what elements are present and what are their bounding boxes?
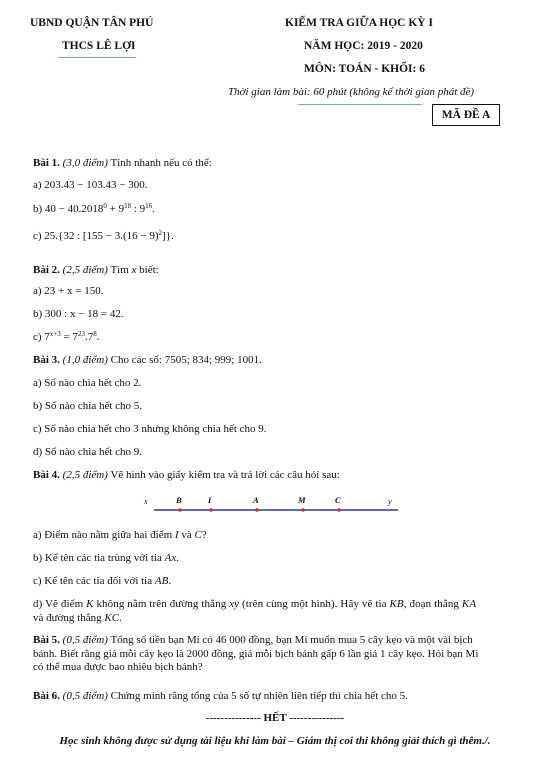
label-y: y bbox=[388, 496, 392, 506]
label-x: x bbox=[144, 496, 148, 506]
bai6-label: Bài 6 bbox=[33, 690, 58, 702]
bai3-c: c) Số nào chia hết cho 3 nhưng không chia hết cho 9. bbox=[33, 423, 267, 435]
bai4-c: c) Kể tên các tia đối với tia AB. bbox=[33, 575, 172, 587]
bai4-a: a) Điểm nào nằm giữa hai điểm I và C? bbox=[33, 529, 207, 541]
bai4-points: (2,5 điểm) bbox=[62, 469, 108, 481]
point-B-dot bbox=[178, 508, 182, 512]
bai2-a: a) 23 + x = 150. bbox=[33, 285, 104, 297]
bai2-label: Bài 2 bbox=[33, 264, 58, 276]
label-A: A bbox=[253, 495, 259, 505]
bai3-a: a) Số nào chia hết cho 2. bbox=[33, 377, 142, 389]
bai2-heading: Bài 2. (2,5 điểm) Tìm x biết: bbox=[33, 264, 159, 276]
bai2-b: b) 300 : x − 18 = 42. bbox=[33, 308, 124, 320]
school-underline bbox=[58, 57, 136, 58]
point-M-dot bbox=[301, 508, 305, 512]
exam-code: MÃ ĐỀ A bbox=[441, 109, 491, 121]
time-underline bbox=[298, 104, 422, 105]
point-I-dot bbox=[209, 508, 213, 512]
bai3-heading: Bài 3. (1,0 điểm) Cho các số: 7505; 834; 999; 1001. bbox=[33, 354, 262, 366]
point-A-dot bbox=[255, 508, 259, 512]
bai5-points: (0,5 điểm) bbox=[62, 634, 108, 646]
label-I: I bbox=[208, 495, 212, 505]
bai5: Bài 5. (0,5 điểm) Tổng số tiền bạn Mi có 46 000 đồng, bạn Mi muốn mua 5 cây kẹo và một vài bịch bánh. Biết rằng giá mỗi cây kẹo là 2000 đồng, giá mỗi bịch bánh gấp 6 lần giá 1 cây kẹo. Hỏi bạn Mi có thể mua được bao nhiêu bịch bánh? bbox=[33, 634, 479, 673]
label-M: M bbox=[298, 495, 306, 505]
bai4-label: Bài 4 bbox=[33, 469, 58, 481]
bai1-a: a) 203.43 − 103.43 − 300. bbox=[33, 179, 148, 191]
bai3-points: (1,0 điểm) bbox=[62, 354, 108, 366]
end-marker: --------------- HẾT --------------- bbox=[205, 712, 345, 724]
school-name: THCS LÊ LỢI bbox=[62, 40, 136, 52]
label-C: C bbox=[335, 495, 341, 505]
bai6-points: (0,5 điểm) bbox=[62, 690, 108, 702]
point-C-dot bbox=[337, 508, 341, 512]
subject: MÔN: TOÁN - KHỐI: 6 bbox=[304, 63, 425, 75]
bai6: Bài 6. (0,5 điểm) Chứng minh rằng tổng của 5 số tự nhiên liên tiếp thì chia hết cho 5. bbox=[33, 690, 408, 702]
bai1-label: Bài 1 bbox=[33, 157, 58, 169]
exam-time: Thời gian làm bài: 60 phút (không kể thời gian phát đề) bbox=[228, 86, 475, 98]
bai1-points: (3,0 điểm) bbox=[62, 157, 108, 169]
bai3-b: b) Số nào chia hết cho 5. bbox=[33, 400, 143, 412]
bai2-points: (2,5 điểm) bbox=[62, 264, 108, 276]
bai1-c: c) 25.{32 : $[155 - 3.(16 - 9)^2]$}. bbox=[33, 229, 174, 242]
bai2-c: c) $7^{x+3} = 7^{23}.7^8$. bbox=[33, 330, 100, 343]
bai4-d: d) Vẽ điểm K không nằm trên đường thẳng xy (trên cùng một hình). Hãy vẽ tia KB, đoạn thẳng KA và đường thẳng KC. bbox=[33, 598, 477, 624]
label-B: B bbox=[176, 495, 182, 505]
school-year: NĂM HỌC: 2019 - 2020 bbox=[304, 40, 423, 52]
school-district: UBND QUẬN TÂN PHÚ bbox=[30, 17, 154, 29]
bai3-label: Bài 3 bbox=[33, 354, 58, 366]
bai1-b: b) $40 - 40.2018^0 + 9^{18}$ : $9^{16}$. bbox=[33, 202, 155, 215]
bai5-label: Bài 5 bbox=[33, 634, 58, 646]
line-xy-figure bbox=[140, 494, 400, 518]
bai4-heading: Bài 4. (2,5 điểm) Vẽ hình vào giấy kiểm tra và trả lời các câu hỏi sau: bbox=[33, 469, 340, 481]
bai3-d: d) Số nào chia hết cho 9. bbox=[33, 446, 143, 458]
bai1-heading: Bài 1. (3,0 điểm) Tính nhanh nếu có thể: bbox=[33, 157, 212, 169]
exam-code-box bbox=[432, 104, 500, 126]
bai1-prompt: Tính nhanh nếu có thể: bbox=[110, 157, 212, 169]
footer-note: Học sinh không được sử dụng tài liệu khi làm bài – Giám thị coi thi không giải thích gì thêm./. bbox=[59, 735, 491, 747]
exam-title: KIỂM TRA GIỮA HỌC KỲ I bbox=[285, 17, 433, 29]
bai4-b: b) Kể tên các tia trùng với tia Ax. bbox=[33, 552, 180, 564]
